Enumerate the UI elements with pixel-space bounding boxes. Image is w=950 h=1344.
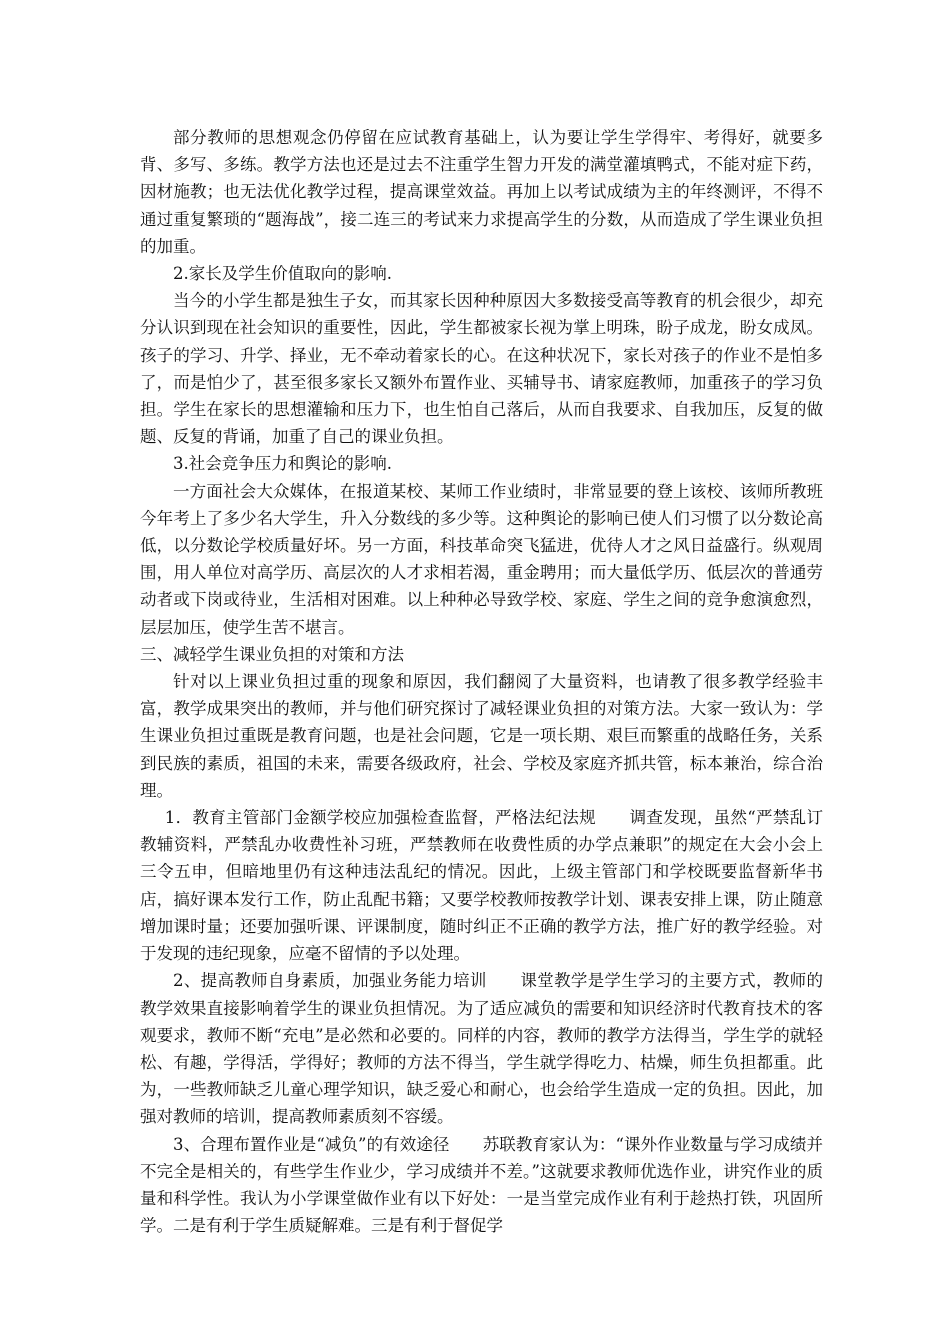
subheading-social-pressure: 3.社会竞争压力和舆论的影响. (173, 454, 392, 474)
document-body (140, 124, 823, 1239)
paragraph-item-2-teacher-training: 2、提高教师自身素质，加强业务能力培训 课堂教学是学生学习的主要方式，教师的教学效果直接影响着学生的课业负担情况。为了适应减负的需要和知识经济时代教育技术的客观要求，教师不断“充电”是必然和必要的。同样的内容，教师的教学方法得当，学生学的就轻松、有趣，学得活，学得好；教师的方法不得当，学生就学得吃力、枯燥，师生负担都重。此为，一些教师缺乏儿童心理学知识，缺乏爱心和耐心，也会给学生造成一定的负担。因此，加强对教师的培训，提高教师素质刻不容缓。 (140, 971, 823, 1127)
paragraph-social-pressure: 一方面社会大众媒体，在报道某校、某师工作业绩时，非常显要的登上该校、该师所教班今年考上了多少名大学生，升入分数线的多少等。这种舆论的影响已使人们习惯了以分数论高低，以分数论学校质量好坏。另一方面，科技革命突飞猛进，优待人才之风日益盛行。纵观周围，用人单位对高学历、高层次的人才求相若渴，重金聘用；而大量低学历、低层次的普通劳动者或下岗或待业，生活相对困难。以上种种必导致学校、家庭、学生之间的竞争愈演愈烈，层层加压，使学生苦不堪言。 (140, 481, 823, 637)
paragraph-countermeasures-intro: 针对以上课业负担过重的现象和原因，我们翻阅了大量资料，也请教了很多教学经验丰富，教学成果突出的教师，并与他们研究探讨了减轻课业负担的对策方法。大家一致认为：学生课业负担过重既是教育问题，也是社会问题，它是一项长期、艰巨而繁重的战略任务，关系到民族的素质，祖国的未来，需要各级政府，社会、学校及家庭齐抓共管，标本兼治，综合治理。 (140, 672, 823, 800)
section-heading-countermeasures: 三、减轻学生课业负担的对策和方法 (140, 644, 404, 664)
subheading-parents-values: 2.家长及学生价值取向的影响. (173, 264, 392, 284)
paragraph-parents-values: 当今的小学生都是独生子女，而其家长因种种原因大多数接受高等教育的机会很少，却充分认识到现在社会知识的重要性，因此，学生都被家长视为掌上明珠，盼子成龙，盼女成凤。孩子的学习、升学、择业，无不牵动着家长的心。在这种状况下，家长对孩子的作业不是怕多了，而是怕少了，甚至很多家长又额外布置作业、买辅导书、请家庭教师，加重孩子的学习负担。学生在家长的思想灌输和压力下，也生怕自己落后，从而自我要求、自我加压，反复的做题、反复的背诵，加重了自己的课业负担。 (140, 291, 823, 447)
paragraph-item-1-supervision: 1．教育主管部门金额学校应加强检查监督，严格法纪法规 调查发现，虽然“严禁乱订教辅资料，严禁乱办收费性补习班，严禁教师在收费性质的办学点兼职”的规定在大会小会上三令五申，但暗地里仍有这种违法乱纪的情况。因此，上级主管部门和学校既要监督新华书店，搞好课本发行工作，防止乱配书籍；又要学校教师按教学计划、课表安排上课，防止随意增加课时量；还要加强听课、评课制度，随时纠正不正确的教学方法，推广好的教学经验。对于发现的违纪现象，应毫不留情的予以处理。 (140, 808, 823, 964)
paragraph-item-3-homework: 3、合理布置作业是“减负”的有效途径 苏联教育家认为：“课外作业数量与学习成绩并不完全是相关的，有些学生作业少，学习成绩并不差。”这就要求教师优选作业，讲究作业的质量和科学性。我认为小学课堂做作业有以下好处：一是当堂完成作业有利于趁热打铁，巩固所学。二是有利于学生质疑解难。三是有利于督促学 (140, 1134, 823, 1236)
paragraph-teacher-concepts: 部分教师的思想观念仍停留在应试教育基础上，认为要让学生学得牢、考得好，就要多背、多写、多练。教学方法也还是过去不注重学生智力开发的满堂灌填鸭式，不能对症下药，因材施教；也无法优化教学过程，提高课堂效益。再加上以考试成绩为主的年终测评，不得不通过重复繁琐的“题海战”，接二连三的考试来力求提高学生的分数，从而造成了学生课业负担的加重。 (140, 128, 823, 256)
